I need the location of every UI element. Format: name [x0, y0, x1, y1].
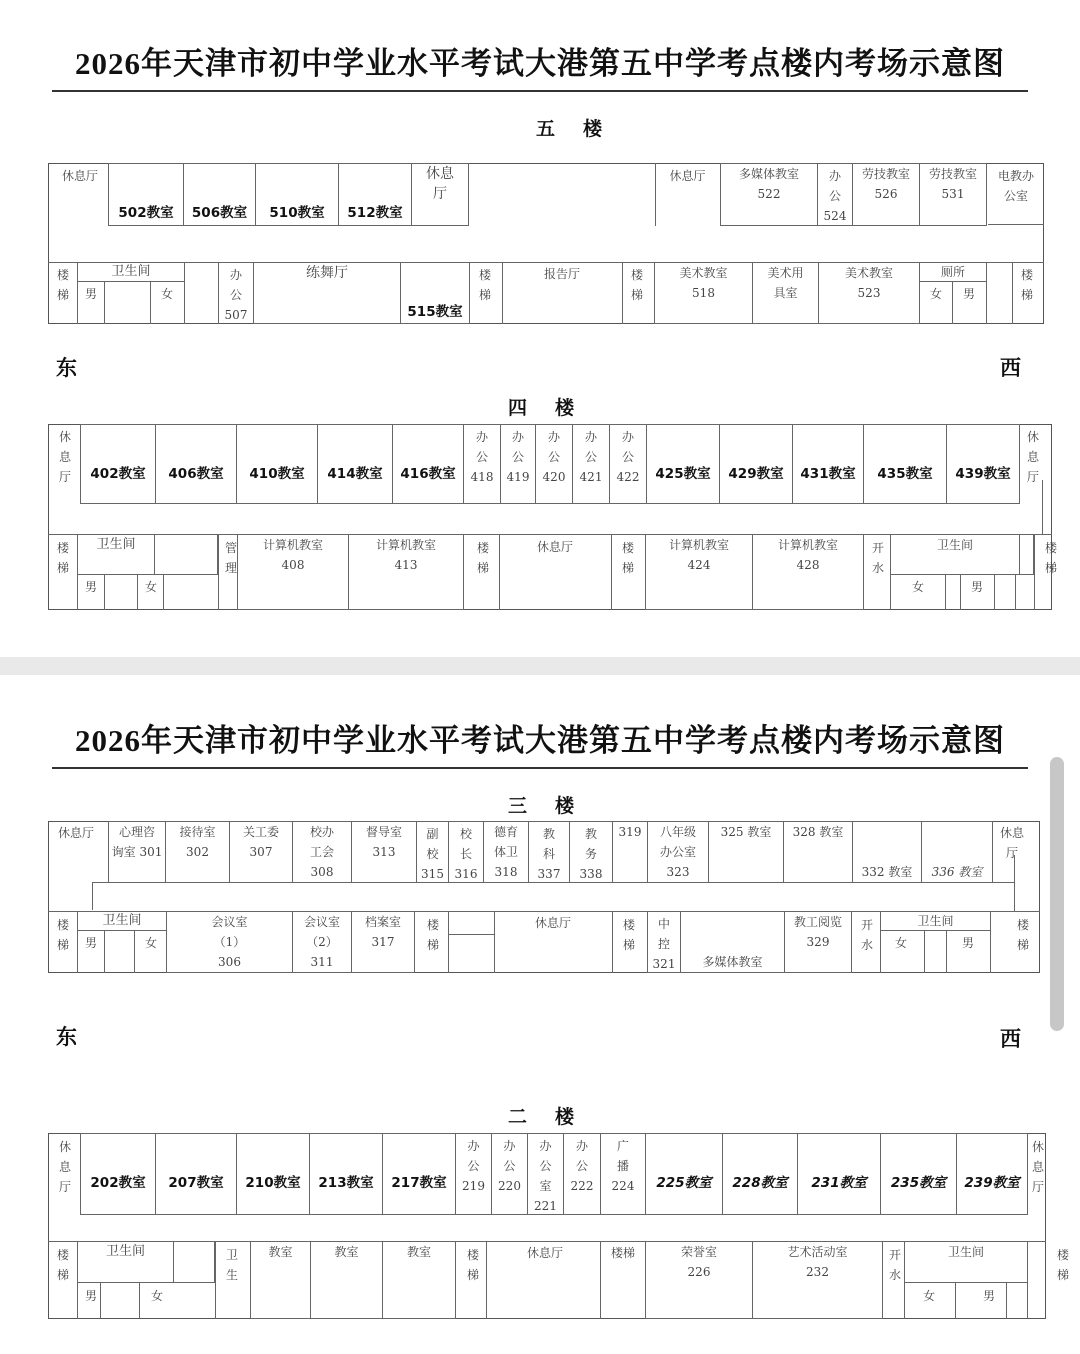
exam-room: 406教室 — [155, 424, 237, 504]
corridor-line — [924, 931, 925, 973]
corridor-line — [104, 575, 105, 610]
corridor-line — [104, 931, 105, 973]
corridor-box — [448, 911, 495, 935]
room: 教室 — [250, 1241, 311, 1319]
lounge: 休 息 厅 — [1026, 430, 1039, 484]
office: 办 公 421 — [572, 424, 610, 504]
room: 美术用 具室 — [752, 262, 819, 324]
female: 女 — [894, 936, 907, 950]
restroom: 卫生间 — [904, 1241, 1028, 1283]
floor-label-4: 四楼 — [508, 397, 603, 419]
stairs: 楼 梯 — [630, 268, 643, 302]
corridor-line — [134, 931, 135, 973]
room: 计算机教室 428 — [752, 534, 864, 610]
corridor-line — [988, 224, 1044, 225]
corridor-line — [218, 262, 219, 324]
corridor-line — [494, 911, 495, 973]
lounge: 休息 厅 — [999, 826, 1024, 860]
page-title: 2026年天津市初中学业水平考试大港第五中学考点楼内考场示意图 — [75, 723, 1005, 758]
restroom: 卫生间 — [77, 911, 167, 931]
office: 办 公 420 — [535, 424, 573, 504]
stairs: 楼 梯 — [478, 268, 491, 302]
corridor-line — [1015, 575, 1016, 610]
female: 女 — [144, 936, 157, 950]
exam-room: 213教室 — [309, 1133, 383, 1215]
corridor-line — [184, 262, 185, 324]
corridor-line — [77, 262, 78, 324]
hot-water: 开 水 — [860, 918, 873, 952]
female: 女 — [929, 287, 942, 301]
corridor-line — [986, 262, 987, 324]
lounge: 休息厅 — [669, 169, 706, 183]
corridor-line — [218, 534, 219, 610]
exam-room: 429教室 — [719, 424, 793, 504]
room: 教室 — [382, 1241, 456, 1319]
archive-room: 档案室 317 — [351, 911, 415, 973]
corridor-line — [1006, 1283, 1007, 1319]
east-label: 东 — [56, 355, 77, 380]
office: 办 公 418 — [463, 424, 501, 504]
meeting-room: 会议室 （1） 306 — [166, 911, 293, 973]
floor-label-3: 三楼 — [508, 795, 603, 817]
restroom — [154, 534, 218, 575]
corridor-line — [955, 1283, 956, 1319]
male: 男 — [84, 580, 97, 594]
stairs: 楼 梯 — [1056, 1248, 1069, 1282]
restroom — [1019, 534, 1034, 575]
room: 教室 — [310, 1241, 383, 1319]
office: 办 公 220 — [491, 1133, 528, 1215]
hot-water: 开 水 — [871, 541, 884, 575]
scrollbar-thumb[interactable] — [1050, 757, 1064, 1031]
male: 男 — [962, 287, 975, 301]
lounge: 休 息 厅 — [58, 430, 71, 484]
restroom: 卫生间 — [880, 911, 991, 931]
restroom: 厕所 — [919, 262, 987, 282]
room: 319 — [612, 821, 648, 883]
title-rule — [52, 90, 1028, 92]
office: 办 公 422 — [609, 424, 647, 504]
west-label: 西 — [1000, 1026, 1021, 1051]
office: 德育 体卫 318 — [483, 821, 529, 883]
exam-room: 431教室 — [792, 424, 864, 504]
restroom — [173, 1241, 215, 1283]
female: 女 — [160, 287, 173, 301]
male: 男 — [982, 1289, 995, 1303]
corridor-line — [655, 163, 656, 226]
stairs: 楼 梯 — [56, 268, 69, 302]
corridor-line — [960, 575, 961, 610]
lounge: 休息厅 — [534, 916, 571, 930]
restroom: 卫生间 — [77, 1241, 174, 1283]
exam-room: 515教室 — [400, 262, 470, 324]
exam-room: 425教室 — [646, 424, 720, 504]
exam-room: 502教室 — [108, 163, 184, 226]
exam-room: 414教室 — [317, 424, 393, 504]
room: 计算机教室 413 — [348, 534, 464, 610]
room: 练舞厅 — [253, 262, 401, 324]
room: 督导室 313 — [351, 821, 417, 883]
corridor-line — [92, 882, 93, 910]
corridor-line — [611, 534, 612, 610]
exam-room: 435教室 — [863, 424, 947, 504]
room: 计算机教室 424 — [645, 534, 753, 610]
lounge: 休息 厅 — [411, 163, 469, 226]
exam-room: 402教室 — [80, 424, 156, 504]
exam-room: 210教室 — [236, 1133, 310, 1215]
corridor-line — [994, 575, 995, 610]
page-title: 2026年天津市初中学业水平考试大港第五中学考点楼内考场示意图 — [75, 46, 1005, 81]
corridor-line — [100, 1283, 101, 1319]
corridor-line — [1034, 534, 1035, 610]
lounge: 休 息 厅 — [58, 1140, 71, 1194]
male: 男 — [84, 1289, 97, 1303]
room: 劳技教室 531 — [919, 163, 987, 226]
stairs: 楼 梯 — [621, 541, 634, 575]
exam-room: 439教室 — [946, 424, 1020, 504]
stairs: 楼 梯 — [1020, 268, 1033, 302]
title-rule — [52, 767, 1028, 769]
east-label: 东 — [56, 1024, 77, 1049]
corridor-line — [137, 575, 138, 610]
reading-room: 教工阅览 329 — [784, 911, 852, 973]
exam-room: 217教室 — [382, 1133, 456, 1215]
corridor-line — [1012, 262, 1013, 324]
exam-room: 239教室 — [956, 1133, 1028, 1215]
stairs: 楼 梯 — [1044, 541, 1057, 575]
office: 教 务 338 — [569, 821, 613, 883]
stairs: 楼 梯 — [466, 1248, 479, 1282]
male: 男 — [970, 580, 983, 594]
female: 女 — [922, 1289, 935, 1303]
spare-exam-room: 336 教室 — [921, 821, 993, 883]
female: 女 — [150, 1289, 163, 1303]
spare-exam-room: 332 教室 — [852, 821, 922, 883]
office: 办 公 419 — [500, 424, 536, 504]
exam-room: 231教室 — [797, 1133, 881, 1215]
corridor-line — [139, 1283, 140, 1319]
office: 办 公 524 — [817, 163, 853, 226]
exam-room: 207教室 — [155, 1133, 237, 1215]
exam-room: 416教室 — [392, 424, 464, 504]
room: 接待室 302 — [165, 821, 230, 883]
meeting-room: 会议室 （2） 311 — [292, 911, 352, 973]
media-room: 多媒体教室 — [680, 911, 785, 973]
exam-room: 512教室 — [338, 163, 412, 226]
room: 多媒体教室 522 — [720, 163, 818, 226]
page-1 — [0, 0, 1080, 657]
corridor-line — [946, 931, 947, 973]
stairs: 楼 梯 — [426, 918, 439, 952]
broadcast-room: 广 播 224 — [600, 1133, 646, 1215]
corridor-line — [919, 262, 920, 324]
room: 325 教室 — [708, 821, 784, 883]
lounge: 休息厅 — [526, 1246, 563, 1260]
corridor-line — [945, 575, 946, 610]
control-room: 中 控 321 — [647, 911, 681, 973]
floor-label-2: 二楼 — [508, 1106, 603, 1128]
office: 电教办 公室 — [997, 169, 1034, 203]
female: 女 — [144, 580, 157, 594]
west-label: 西 — [1000, 355, 1021, 380]
room: 计算机教室 408 — [237, 534, 349, 610]
corridor-line — [1042, 480, 1043, 534]
corridor-line — [612, 911, 613, 973]
office: 办 公 222 — [563, 1133, 601, 1215]
lounge: 休息厅 — [61, 169, 98, 183]
room: 328 教室 — [783, 821, 853, 883]
corridor-line — [486, 1241, 487, 1319]
room: 校办 工会 308 — [292, 821, 352, 883]
corridor-line — [163, 575, 164, 610]
room: 美术教室 523 — [818, 262, 920, 324]
room: 劳技教室 526 — [852, 163, 920, 226]
exam-room: 202教室 — [80, 1133, 156, 1215]
corridor-line — [952, 282, 953, 324]
floor-label-5: 五楼 — [536, 118, 631, 140]
restroom: 卫生间 — [890, 534, 1020, 575]
lounge: 休息厅 — [536, 540, 573, 554]
corridor-line — [622, 262, 623, 324]
stairs: 楼梯 — [610, 1246, 635, 1260]
corridor-line — [150, 282, 151, 324]
office: 办 公 507 — [224, 268, 248, 322]
exam-room: 510教室 — [255, 163, 339, 226]
corridor-line — [502, 262, 503, 324]
lounge: 休息厅 — [57, 826, 94, 840]
male: 男 — [961, 936, 974, 950]
room: 心理咨 询室 301 — [108, 821, 166, 883]
office: 办 公 219 — [455, 1133, 492, 1215]
room: 报告厅 — [543, 267, 580, 281]
exam-room: 506教室 — [183, 163, 256, 226]
office: 副 校 315 — [416, 821, 449, 883]
honor-room: 荣誉室 226 — [645, 1241, 753, 1319]
office: 教 科 337 — [528, 821, 570, 883]
room: 八年级 办公室 323 — [647, 821, 709, 883]
page-2 — [0, 675, 1080, 1354]
corridor-line — [104, 282, 105, 324]
stairs: 楼 梯 — [622, 918, 635, 952]
stairs: 楼 梯 — [56, 918, 69, 952]
corridor-line — [92, 882, 1014, 883]
exam-room: 235教室 — [880, 1133, 957, 1215]
exam-room: 225教室 — [645, 1133, 723, 1215]
corridor-line — [990, 911, 991, 973]
room: 关工委 307 — [229, 821, 293, 883]
management: 管 理 — [224, 541, 237, 575]
corridor-line — [600, 1241, 601, 1319]
female: 女 — [911, 580, 924, 594]
exam-room: 228教室 — [722, 1133, 798, 1215]
corridor-line — [1027, 1241, 1028, 1319]
room: 美术教室 518 — [654, 262, 753, 324]
corridor-line — [215, 1241, 216, 1319]
male: 男 — [84, 287, 97, 301]
art-room: 艺术活动室 232 — [752, 1241, 883, 1319]
restroom: 卫生间 — [77, 262, 185, 282]
male: 男 — [84, 936, 97, 950]
stairs: 楼 梯 — [56, 1248, 69, 1282]
office: 办 公 室 221 — [527, 1133, 564, 1215]
hot-water: 开 水 — [888, 1248, 901, 1282]
stairs: 楼 梯 — [476, 541, 489, 575]
page-divider — [0, 657, 1080, 675]
corridor-line — [1014, 855, 1015, 911]
stairs: 楼 梯 — [56, 541, 69, 575]
stairs: 楼 梯 — [1016, 918, 1029, 952]
office: 校 长 316 — [448, 821, 484, 883]
lounge: 休 息 厅 — [1031, 1140, 1044, 1194]
restroom: 卫生间 — [77, 534, 155, 575]
restroom: 卫 生 — [225, 1248, 238, 1282]
exam-room: 410教室 — [236, 424, 318, 504]
